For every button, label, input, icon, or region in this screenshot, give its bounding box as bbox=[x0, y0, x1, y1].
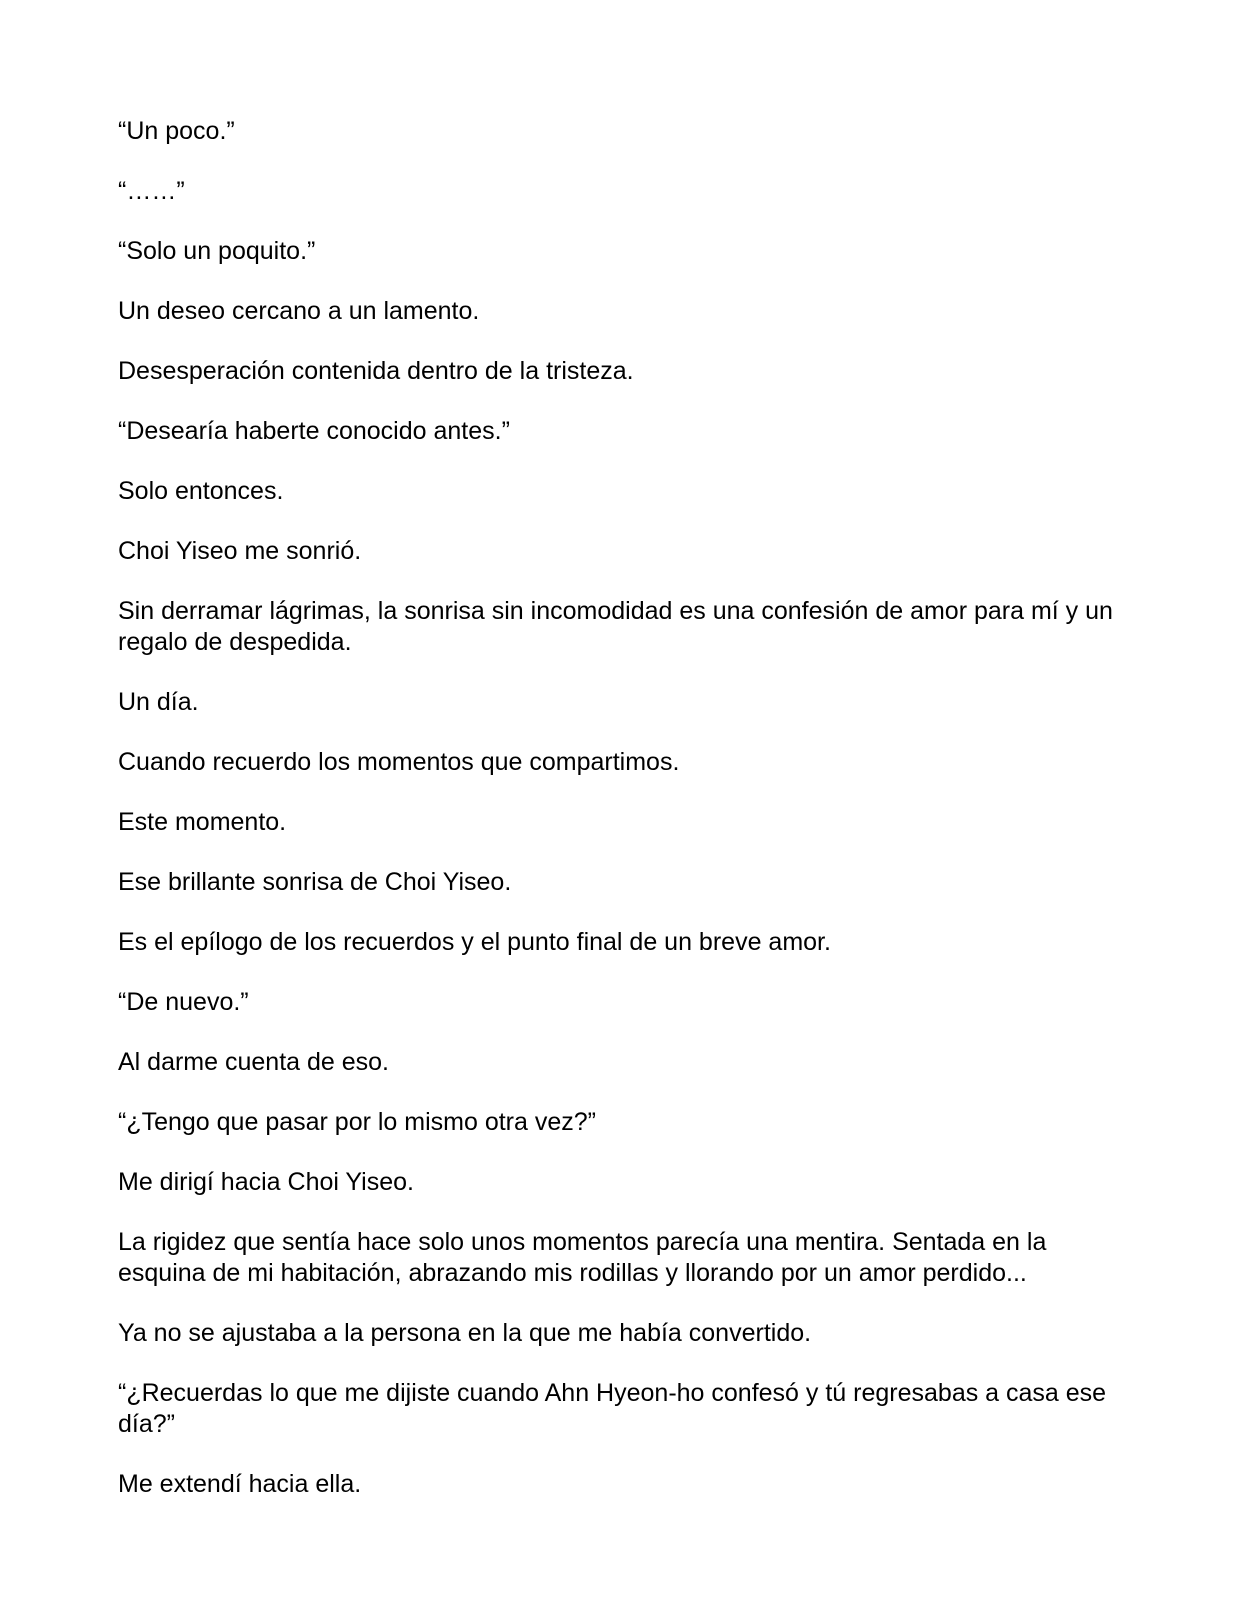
paragraph: Me extendí hacia ella. bbox=[118, 1470, 362, 1498]
paragraph: Un día. bbox=[118, 688, 199, 716]
paragraph: Ese brillante sonrisa de Choi Yiseo. bbox=[118, 868, 512, 896]
paragraph: “Desearía haberte conocido antes.” bbox=[118, 417, 510, 445]
paragraph: “De nuevo.” bbox=[118, 988, 249, 1016]
paragraph: Me dirigí hacia Choi Yiseo. bbox=[118, 1168, 414, 1196]
paragraph: Solo entonces. bbox=[118, 477, 284, 505]
paragraph: Cuando recuerdo los momentos que compartimos. bbox=[118, 748, 680, 776]
paragraph: “……” bbox=[118, 177, 185, 205]
paragraph: Al darme cuenta de eso. bbox=[118, 1048, 389, 1076]
paragraph: “¿Tengo que pasar por lo mismo otra vez?” bbox=[118, 1108, 596, 1136]
paragraph: Este momento. bbox=[118, 808, 287, 836]
paragraph: Un deseo cercano a un lamento. bbox=[118, 297, 480, 325]
paragraph: “Un poco.” bbox=[118, 117, 235, 145]
paragraph: Desesperación contenida dentro de la tristeza. bbox=[118, 357, 634, 385]
paragraph: Sin derramar lágrimas, la sonrisa sin incomodidad es una confesión de amor para mí y un regalo de despedida. bbox=[118, 597, 1113, 656]
paragraph: Ya no se ajustaba a la persona en la que me había convertido. bbox=[118, 1319, 812, 1347]
paragraph: Es el epílogo de los recuerdos y el punto final de un breve amor. bbox=[118, 928, 831, 956]
document-body bbox=[118, 116, 1128, 1529]
paragraph: “¿Recuerdas lo que me dijiste cuando Ahn Hyeon-ho confesó y tú regresabas a casa ese día?” bbox=[118, 1379, 1107, 1438]
paragraph: “Solo un poquito.” bbox=[118, 237, 316, 265]
paragraph: Choi Yiseo me sonrió. bbox=[118, 537, 362, 565]
paragraph: La rigidez que sentía hace solo unos momentos parecía una mentira. Sentada en la esquina de mi habitación, abrazando mis rodillas y llorando por un amor perdido... bbox=[118, 1228, 1047, 1287]
